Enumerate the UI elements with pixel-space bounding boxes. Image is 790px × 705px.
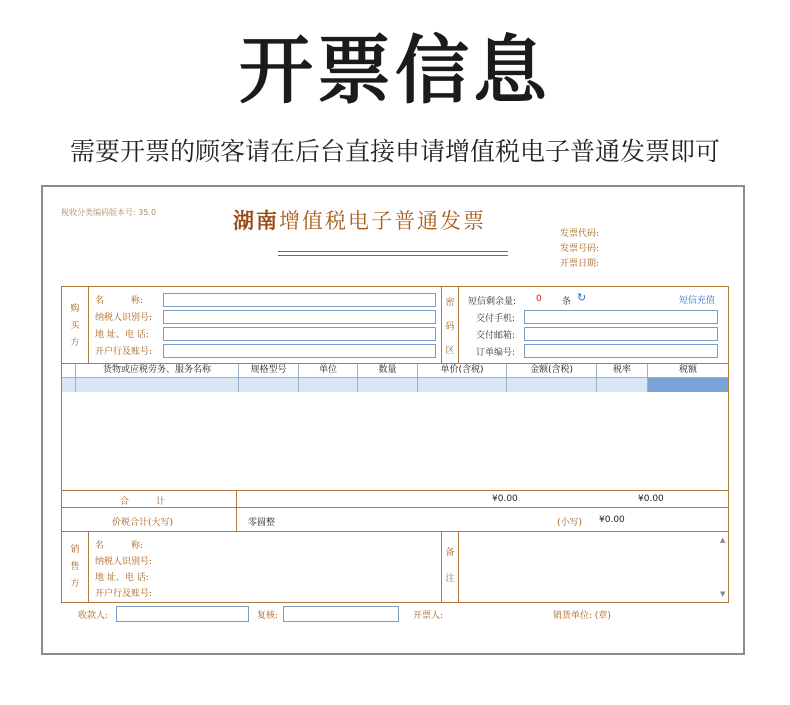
delivery-phone-label: 交付手机: xyxy=(476,314,516,324)
buyer-bank-input[interactable] xyxy=(163,344,436,358)
grand-total-lower-label: (小写) xyxy=(557,518,583,528)
items-table xyxy=(61,363,729,491)
drawer-label: 开票人: xyxy=(413,611,444,621)
column-header: 规格型号 xyxy=(239,364,299,378)
page-title: 开票信息 xyxy=(239,28,551,114)
invoice-meta xyxy=(560,227,599,272)
remarks-textarea[interactable] xyxy=(460,533,728,601)
table-row[interactable] xyxy=(62,378,728,392)
buyer-side-label: 购买方 xyxy=(70,304,80,348)
sms-unit: 条 xyxy=(562,297,572,307)
grand-total-label: 价税合计(大写) xyxy=(112,518,174,528)
scroll-down-icon[interactable]: ▼ xyxy=(720,590,726,598)
invoice-title xyxy=(233,205,486,235)
seller-address-label: 地 址、电 话: xyxy=(95,573,149,583)
invoice-number-label: 发票号码: xyxy=(560,244,600,254)
delivery-email-label: 交付邮箱: xyxy=(476,331,516,341)
buyer-taxid-label: 纳税人识别号: xyxy=(95,313,153,323)
total-row xyxy=(61,490,729,508)
reviewer-label: 复核: xyxy=(257,611,279,621)
buyer-address-label: 地 址、电 话: xyxy=(95,330,149,340)
password-area-label: 密码区 xyxy=(445,298,455,356)
column-header: 金额(含税) xyxy=(507,364,597,378)
column-header: 单价(含税) xyxy=(418,364,507,378)
delivery-phone-input[interactable] xyxy=(524,310,718,324)
total-label: 合 计 xyxy=(120,497,166,507)
buyer-name-input[interactable] xyxy=(163,293,436,307)
seller-side-label: 销售方 xyxy=(70,545,80,589)
column-header: 货物或应税劳务、服务名称 xyxy=(76,364,239,378)
seller-section xyxy=(61,531,729,603)
payee-input[interactable] xyxy=(116,606,249,622)
invoice-title-province: 湖南 xyxy=(233,208,279,233)
sms-recharge-link[interactable]: 短信充值 xyxy=(679,296,716,306)
tax-version: 税收分类编码版本号: 35.0 xyxy=(61,208,157,217)
order-number-label: 订单编号: xyxy=(476,348,516,358)
title-underline xyxy=(278,251,508,252)
scroll-up-icon[interactable]: ▲ xyxy=(720,536,726,544)
buyer-address-input[interactable] xyxy=(163,327,436,341)
remarks-label: 备注 xyxy=(445,548,455,584)
seller-taxid-label: 纳税人识别号: xyxy=(95,557,153,567)
buyer-name-label: 名 称: xyxy=(95,296,144,306)
total-tax: ¥0.00 xyxy=(638,494,664,504)
total-amount: ¥0.00 xyxy=(492,494,518,504)
payee-label: 收款人: xyxy=(78,611,109,621)
refresh-icon[interactable]: ↻ xyxy=(577,291,587,304)
buyer-bank-label: 开户行及账号: xyxy=(95,347,153,357)
column-header: 数量 xyxy=(358,364,418,378)
reviewer-input[interactable] xyxy=(283,606,399,622)
invoice-code-label: 发票代码: xyxy=(560,229,600,239)
delivery-email-input[interactable] xyxy=(524,327,718,341)
invoice-title-main: 增值税电子普通发票 xyxy=(279,209,486,233)
invoice-form xyxy=(41,185,745,655)
sms-remaining-count: 0 xyxy=(536,294,542,304)
invoice-date-label: 开票日期: xyxy=(560,259,600,269)
buyer-section xyxy=(61,286,729,364)
sms-remaining-label: 短信剩余量: xyxy=(468,297,517,307)
seller-bank-label: 开户行及账号: xyxy=(95,589,153,599)
title-underline xyxy=(278,255,508,256)
grand-total-uppercase: 零圆整 xyxy=(248,518,276,528)
grand-total-lower-value: ¥0.00 xyxy=(599,515,625,525)
column-header: 税率 xyxy=(597,364,648,378)
seller-stamp-label: 销货单位: (章) xyxy=(553,611,611,621)
column-header: 税额 xyxy=(648,364,728,378)
order-number-input[interactable] xyxy=(524,344,718,358)
row-indicator-header xyxy=(62,364,76,378)
items-table-header xyxy=(62,364,728,378)
seller-name-label: 名 称: xyxy=(95,541,144,551)
column-header: 单位 xyxy=(299,364,358,378)
page-subtitle: 需要开票的顾客请在后台直接申请增值税电子普通发票即可 xyxy=(69,137,720,166)
buyer-taxid-input[interactable] xyxy=(163,310,436,324)
grand-total-row xyxy=(61,507,729,532)
